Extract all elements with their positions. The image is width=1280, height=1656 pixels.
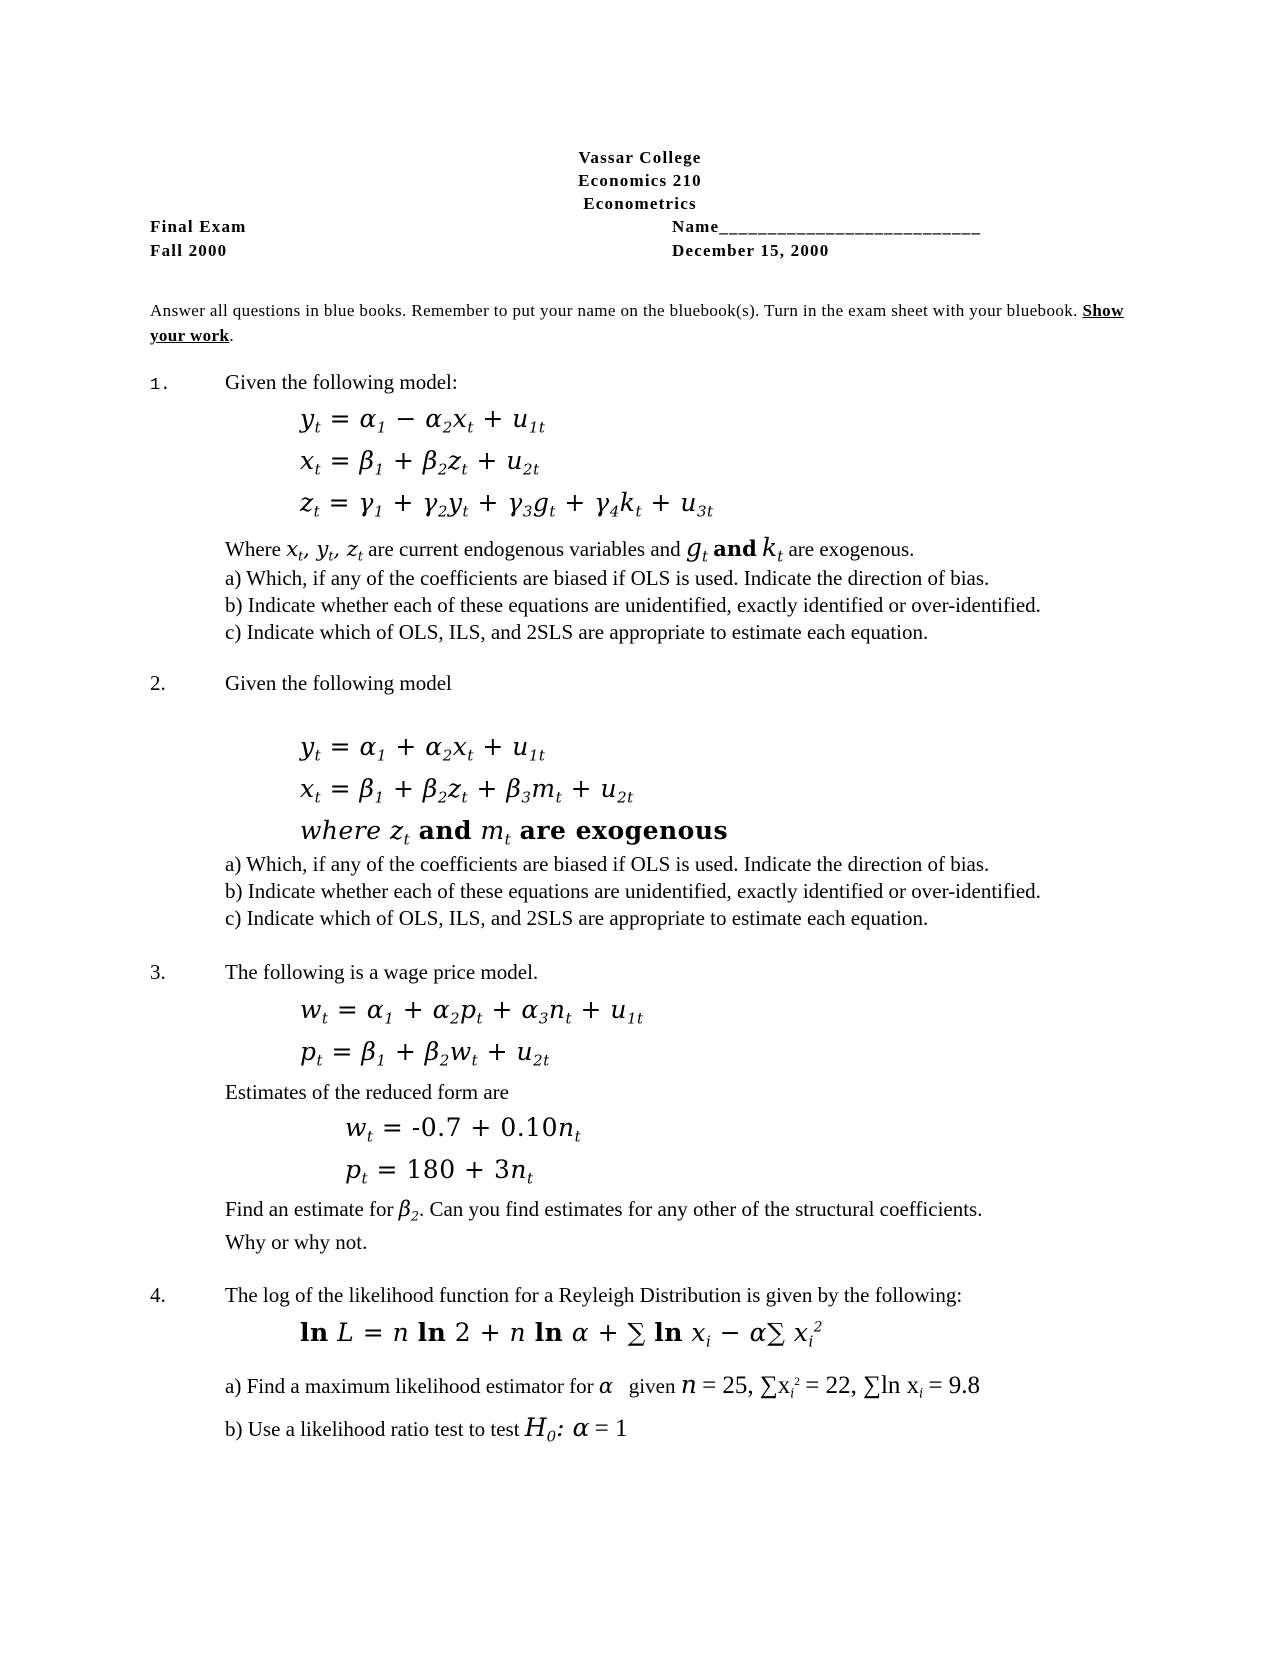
q3-find-prefix: Find an estimate for bbox=[225, 1197, 394, 1221]
q4-part-a: a) Find a maximum likelihood estimator for α given n = 25, $\sum x_i^2 = 22$, ∑ln $x_i = 9.8$ bbox=[225, 1370, 981, 1401]
question-1-intro: Given the following model: bbox=[225, 370, 458, 394]
q2-equation-x: $x_t = \beta_1 + \beta_2z_t + \beta_3m_t + u_{2t}$ bbox=[300, 774, 634, 807]
question-3-number: 3. bbox=[150, 960, 166, 984]
q4-log-likelihood: ln L = n ln 2 + n ln α + ∑ $\ln x_i - \alpha\sum$ $x_i^2$ bbox=[300, 1318, 824, 1351]
institution-name: Vassar College bbox=[578, 148, 702, 167]
q1-where-end: are exogenous. bbox=[788, 537, 915, 561]
question-3-intro: The following is a wage price model. bbox=[225, 960, 539, 984]
q2-equation-y: $y_t = \alpha_1 + \alpha_2x_t + u_{1t}$ bbox=[300, 732, 546, 765]
q1-where-mid: are current endogenous variables and bbox=[368, 537, 681, 561]
q3-reduced-p-value: = 180 + 3 bbox=[376, 1155, 511, 1184]
q2-where-line: where $z_t$ and $m_t$ are exogenous bbox=[300, 816, 729, 849]
q1-where-line: Where $x_t$, $y_t$, $z_t$ are current endogenous variables and $g_t$ and $k_t$ are exogenous. bbox=[225, 533, 915, 566]
question-2-number: 2. bbox=[150, 671, 166, 695]
question-4-number: 4. bbox=[150, 1283, 166, 1307]
question-2-intro: Given the following model bbox=[225, 671, 452, 695]
q2-and-word: and bbox=[418, 816, 473, 845]
q4-part-b: b) Use a likelihood ratio test to test $H_0$: α = 1 bbox=[225, 1413, 628, 1446]
q4-part-a-sum-ln: = 22, ∑ln x bbox=[805, 1372, 920, 1399]
q4-part-b-value: = 1 bbox=[594, 1415, 628, 1442]
q1-equation-y: $y_t = \alpha_1 - \alpha_2x_t + u_{1t}$ bbox=[300, 404, 546, 437]
q1-part-b: b) Indicate whether each of these equations are unidentified, exactly identified or over-identified. bbox=[225, 593, 1041, 617]
name-field: Name___________________________ bbox=[672, 217, 982, 236]
q3-reduced-intro: Estimates of the reduced form are bbox=[225, 1080, 509, 1104]
q3-find-suffix: . Can you find estimates for any other of the structural coefficients. bbox=[418, 1197, 983, 1221]
q2-exogenous-word: are exogenous bbox=[519, 816, 729, 845]
question-4-intro: The log of the likelihood function for a Reyleigh Distribution is given by the following: bbox=[225, 1283, 963, 1307]
q3-equation-w: $w_t = \alpha_1 + \alpha_2p_t + \alpha_3n_t + u_{1t}$ bbox=[300, 995, 644, 1028]
q1-where-and: and bbox=[713, 536, 757, 561]
q2-part-a: a) Which, if any of the coefficients are biased if OLS is used. Indicate the direction of bias. bbox=[225, 852, 990, 876]
instructions-text: Answer all questions in blue books. Remember to put your name on the bluebook(s). Turn in the exam sheet with your bluebook. bbox=[150, 301, 1083, 320]
q4-part-a-given: given bbox=[628, 1374, 676, 1398]
question-1-number: 1. bbox=[150, 376, 171, 395]
course-subject: Econometrics bbox=[583, 194, 697, 213]
course-name: Economics 210 bbox=[578, 171, 702, 190]
q4-part-a-sum-sq: = 25, ∑x bbox=[702, 1372, 791, 1399]
q3-equation-p: $p_t = \beta_1 + \beta_2w_t + u_{2t}$ bbox=[300, 1037, 550, 1070]
q3-reduced-w-value: = -0.7 + 0.10 bbox=[381, 1113, 558, 1142]
q4-part-a-sum-ln-value: = 9.8 bbox=[928, 1372, 981, 1399]
exam-term: Fall 2000 bbox=[150, 241, 228, 260]
exam-title: Final Exam bbox=[150, 217, 247, 236]
q1-part-c: c) Indicate which of OLS, ILS, and 2SLS are appropriate to estimate each equation. bbox=[225, 620, 929, 644]
q3-find-line: Find an estimate for $\beta_2$. Can you find estimates for any other of the structural coefficients. bbox=[225, 1197, 983, 1224]
q2-part-c: c) Indicate which of OLS, ILS, and 2SLS are appropriate to estimate each equation. bbox=[225, 906, 929, 930]
q1-part-a: a) Which, if any of the coefficients are biased if OLS is used. Indicate the direction of bias. bbox=[225, 566, 990, 590]
q3-reduced-w: $w_t = -0.7 + 0.10n_t$ bbox=[345, 1113, 582, 1146]
instructions-end: . bbox=[229, 326, 234, 345]
instructions bbox=[150, 298, 1130, 348]
q4-part-a-prefix: a) Find a maximum likelihood estimator for bbox=[225, 1374, 594, 1398]
q1-equation-x: $x_t = \beta_1 + \beta_2z_t + u_{2t}$ bbox=[300, 446, 540, 479]
show-work-emphasis: Show your work bbox=[150, 301, 1124, 345]
q1-where-prefix: Where bbox=[225, 537, 281, 561]
q4-part-b-prefix: b) Use a likelihood ratio test to test bbox=[225, 1417, 520, 1441]
exam-date: December 15, 2000 bbox=[672, 241, 830, 260]
q1-equation-z: $z_t = \gamma_1 + \gamma_2y_t + \gamma_3g_t + \gamma_4k_t + u_{3t}$ bbox=[300, 488, 714, 521]
q2-part-b: b) Indicate whether each of these equations are unidentified, exactly identified or over-identified. bbox=[225, 879, 1041, 903]
q3-why-line: Why or why not. bbox=[225, 1230, 368, 1254]
q2-where-word: where bbox=[300, 816, 382, 845]
q3-reduced-p: $p_t = 180 + 3n_t$ bbox=[345, 1155, 534, 1188]
